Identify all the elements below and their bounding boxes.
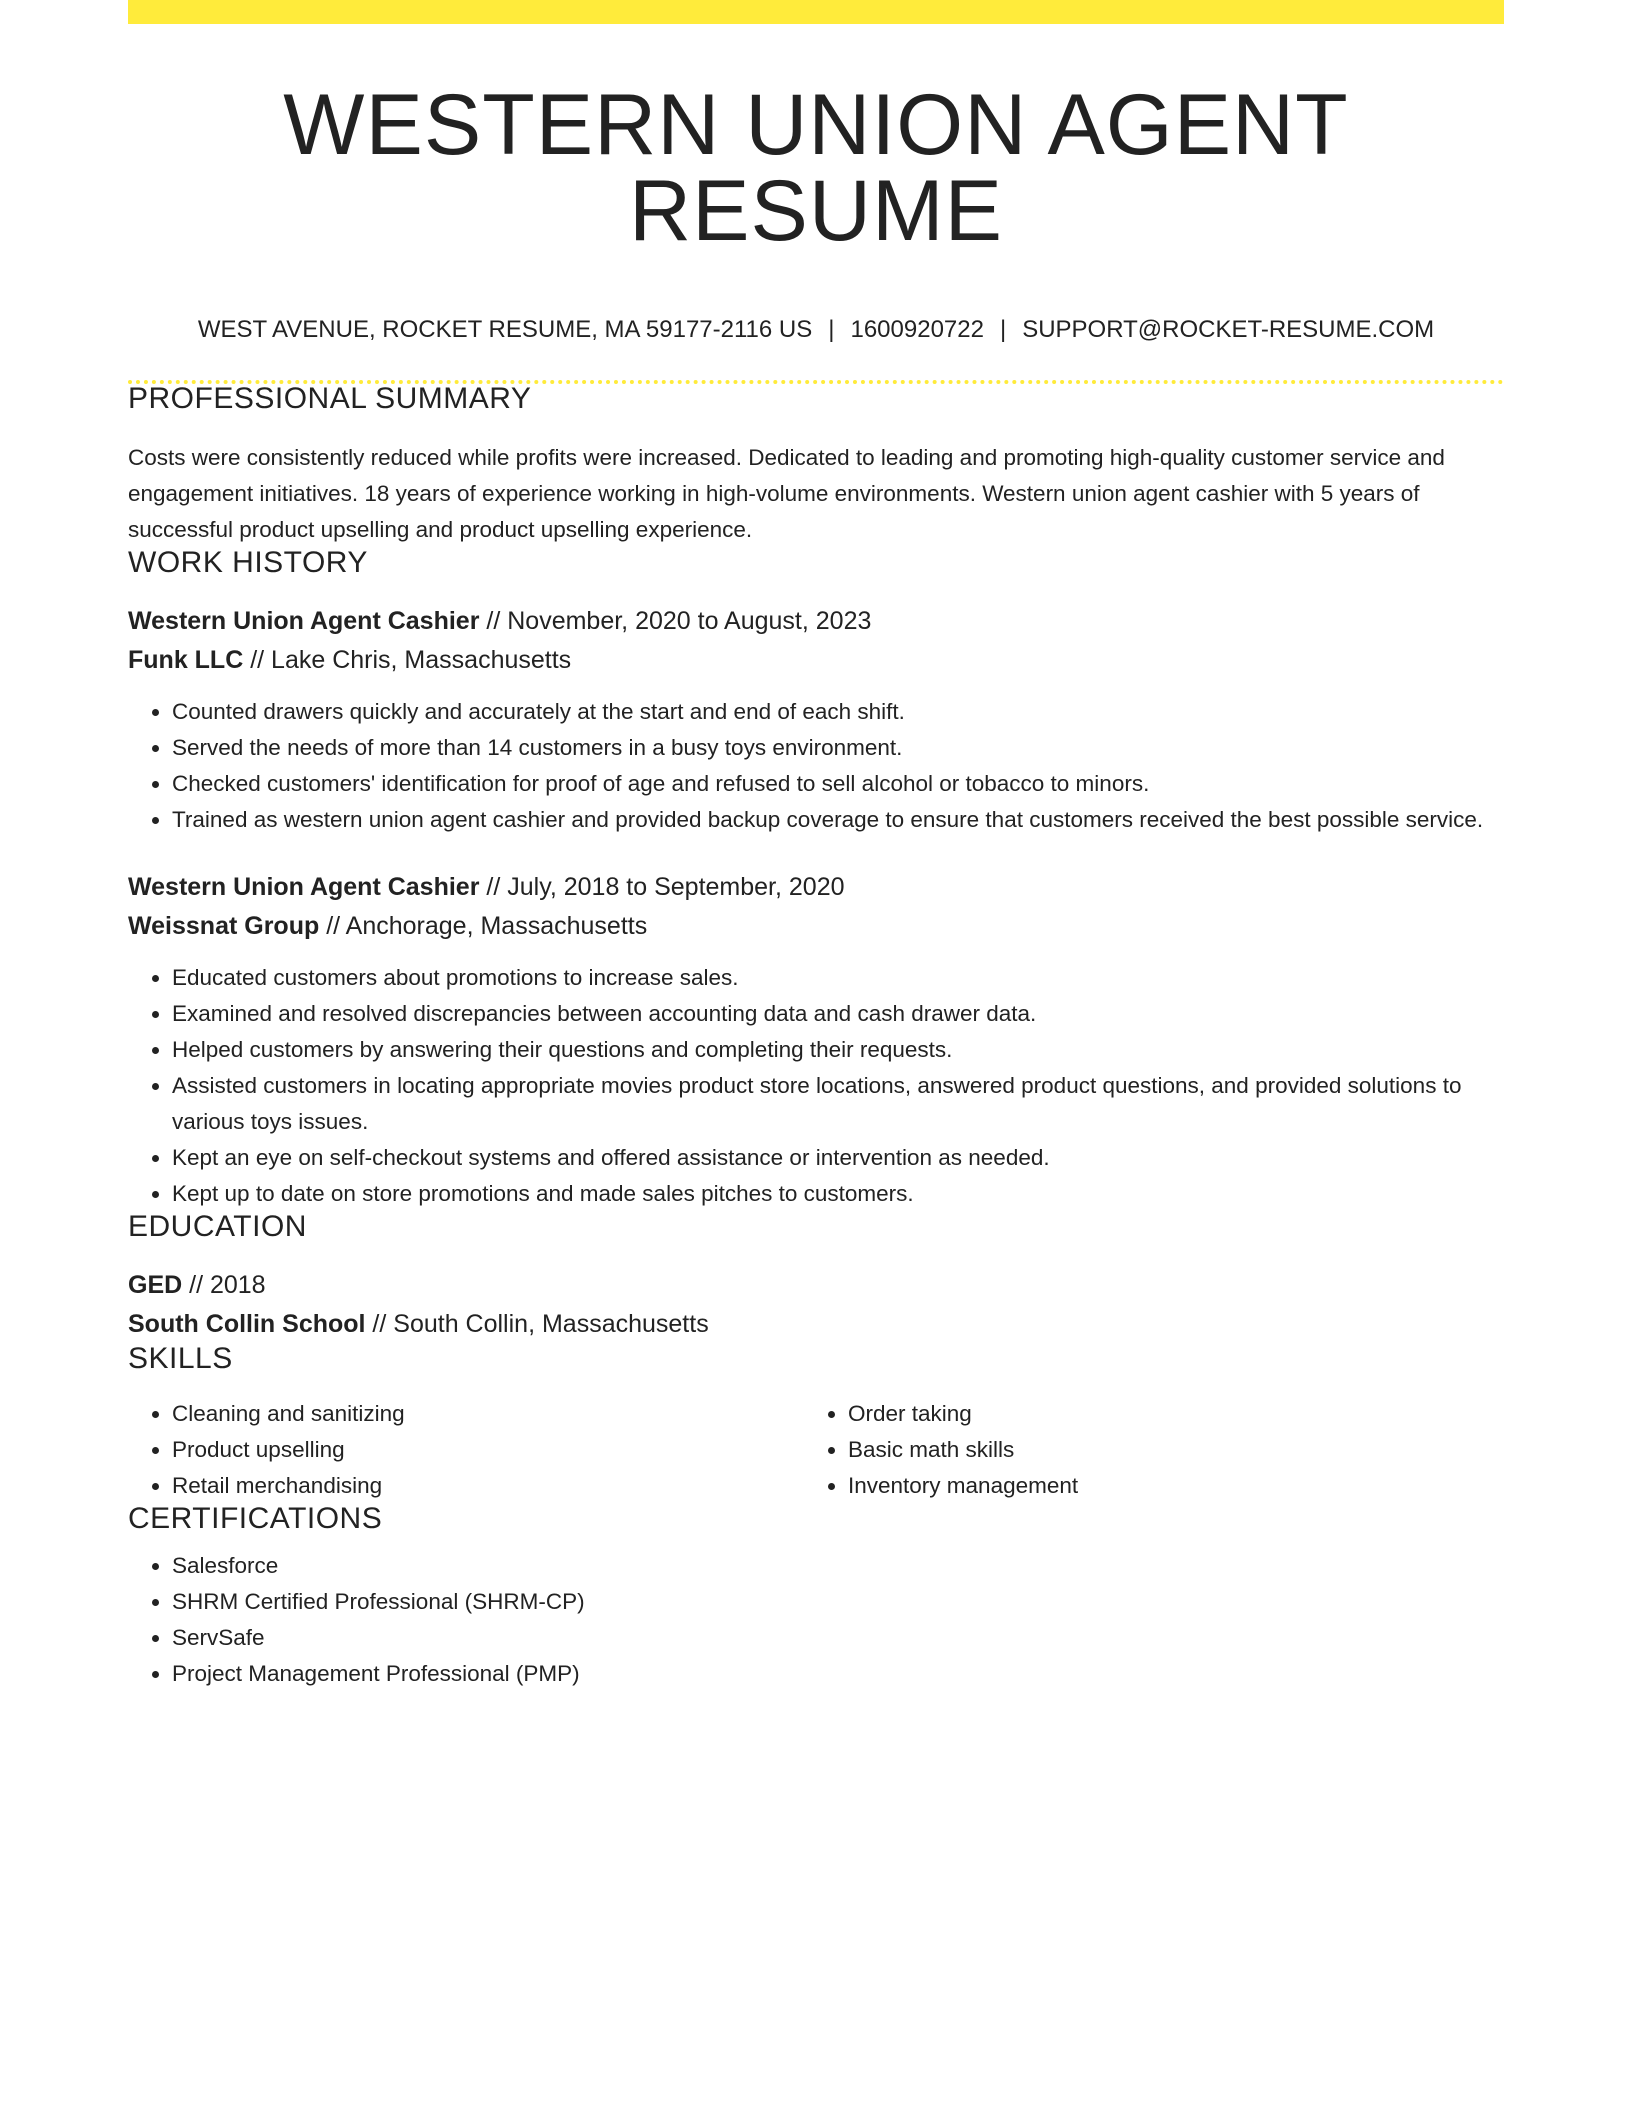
job-entry (128, 868, 1504, 1212)
job-bullet: • Trained as western union agent cashier and provided backup coverage to ensure that customers received the best possible service. (172, 802, 1504, 838)
work-history-heading: WORK HISTORY (128, 546, 368, 579)
certifications-section (128, 1504, 1504, 1692)
job-company-line (128, 907, 1504, 946)
certification-item: • Project Management Professional (PMP) (172, 1656, 1504, 1692)
job-company-line (128, 641, 1504, 680)
job-bullet-list (128, 960, 1504, 1212)
job-position: Western Union Agent Cashier (128, 873, 480, 901)
job-bullet: • Examined and resolved discrepancies between accounting data and cash drawer data. (172, 996, 1504, 1032)
skill-item: • Cleaning and sanitizing (172, 1396, 804, 1432)
skill-item: • Inventory management (848, 1468, 1480, 1504)
resume-page (128, 0, 1504, 1692)
skill-item: • Order taking (848, 1396, 1480, 1432)
skills-list-right (804, 1396, 1480, 1504)
job-bullet: • Helped customers by answering their questions and completing their requests. (172, 1032, 1504, 1068)
job-entry (128, 602, 1504, 838)
certification-item: • ServSafe (172, 1620, 1504, 1656)
job-title-line (128, 868, 1504, 907)
contact-line (128, 318, 1504, 342)
contact-email[interactable]: SUPPORT@ROCKET-RESUME.COM (1022, 316, 1435, 343)
education-section (128, 1212, 1504, 1344)
job-location: // Anchorage, Massachusetts (319, 912, 648, 940)
education-school-line (128, 1305, 1504, 1344)
contact-address: WEST AVENUE, ROCKET RESUME, MA 59177-2116 US (197, 316, 813, 343)
top-accent-bar (128, 0, 1504, 24)
job-location: // Lake Chris, Massachusetts (243, 646, 572, 674)
education-degree: GED (128, 1271, 183, 1299)
job-bullet: • Assisted customers in locating appropriate movies product store locations, answered product questions, and provided solutions to various toys issues. (172, 1068, 1504, 1140)
skill-item: • Product upselling (172, 1432, 804, 1468)
job-bullet: • Educated customers about promotions to increase sales. (172, 960, 1504, 996)
job-bullet: • Served the needs of more than 14 customers in a busy toys environment. (172, 730, 1504, 766)
contact-phone[interactable]: 1600920722 (850, 316, 984, 343)
job-bullet: • Counted drawers quickly and accurately at the start and end of each shift. (172, 694, 1504, 730)
certifications-heading: CERTIFICATIONS (128, 1502, 383, 1535)
certifications-list (128, 1548, 1504, 1692)
skills-heading: SKILLS (128, 1342, 233, 1375)
skills-list-left (128, 1396, 804, 1504)
summary-text: Costs were consistently reduced while profits were increased. Dedicated to leading and promoting high-quality customer service and engagement initiatives. 18 years of experience working in high-volume environments. Western union agent cashier with 5 years of successful product upselling and product upselling experience. (128, 445, 1445, 542)
certification-item: • Salesforce (172, 1548, 1504, 1584)
job-company: Funk LLC (128, 646, 244, 674)
education-year: // 2018 (182, 1271, 266, 1299)
certification-item: • SHRM Certified Professional (SHRM-CP) (172, 1584, 1504, 1620)
job-company: Weissnat Group (128, 912, 320, 940)
education-degree-line (128, 1266, 1504, 1305)
summary-heading: PROFESSIONAL SUMMARY (128, 382, 532, 415)
job-position: Western Union Agent Cashier (128, 607, 480, 635)
skill-item: • Basic math skills (848, 1432, 1480, 1468)
job-title-line (128, 602, 1504, 641)
education-school: South Collin School (128, 1310, 366, 1338)
skills-section (128, 1344, 1504, 1504)
job-bullet: • Kept up to date on store promotions and made sales pitches to customers. (172, 1176, 1504, 1212)
resume-title: WESTERN UNION AGENT RESUME (283, 77, 1349, 259)
job-bullet: • Kept an eye on self-checkout systems and offered assistance or intervention as needed. (172, 1140, 1504, 1176)
summary-section (128, 384, 1504, 548)
contact-separator: | (828, 316, 835, 343)
contact-separator: | (999, 316, 1007, 343)
education-entry (128, 1266, 1504, 1344)
work-history-section (128, 548, 1504, 1212)
job-dates: // July, 2018 to September, 2020 (479, 873, 845, 901)
job-bullet: • Checked customers' identification for proof of age and refused to sell alcohol or tobacco to minors. (172, 766, 1504, 802)
education-heading: EDUCATION (128, 1210, 307, 1243)
skill-item: • Retail merchandising (172, 1468, 804, 1504)
job-dates: // November, 2020 to August, 2023 (479, 607, 872, 635)
skills-grid (128, 1396, 1504, 1504)
job-bullet-list (128, 694, 1504, 838)
education-location: // South Collin, Massachusetts (365, 1310, 709, 1338)
